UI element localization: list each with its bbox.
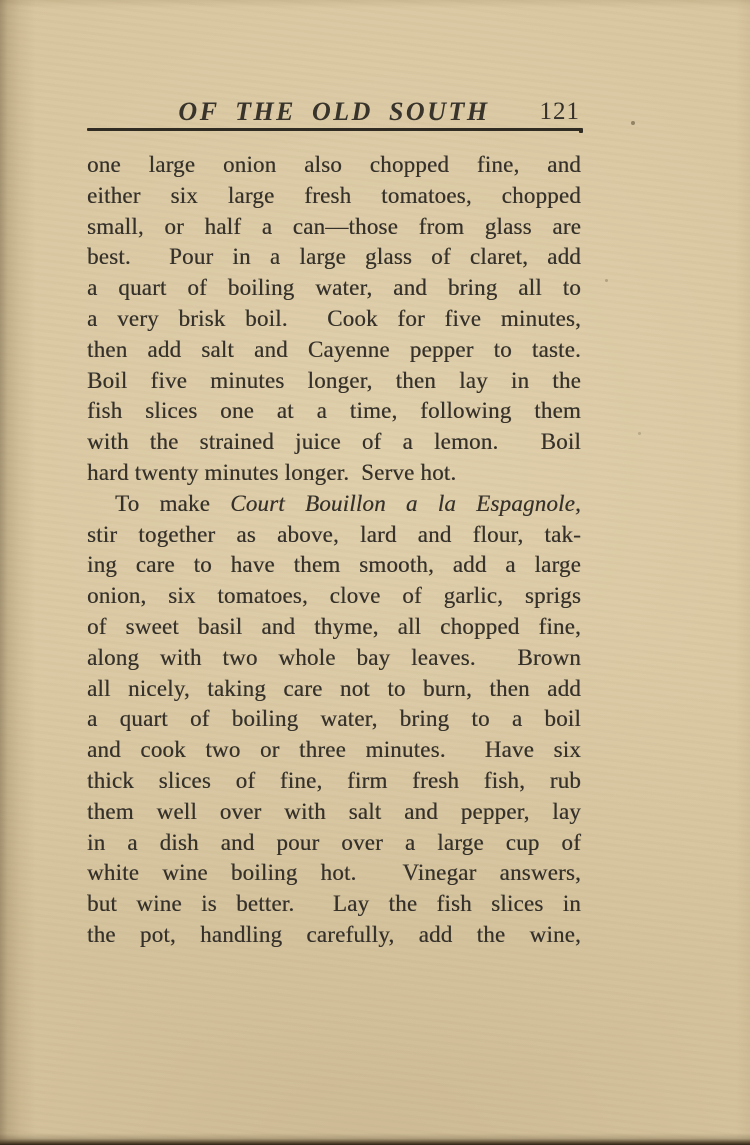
text-segment: a quart of boiling water, and bring all to <box>87 275 581 301</box>
page-header <box>87 96 581 128</box>
text-line <box>87 242 581 273</box>
text-segment: one large onion also chopped fine, and <box>87 152 581 177</box>
text-segment: of sweet basil and thyme, all chopped fine, <box>87 613 581 639</box>
text-line <box>87 858 581 889</box>
scan-speck <box>631 121 635 125</box>
text-segment: along with two whole bay leaves. Brown <box>87 644 581 670</box>
text-segment: stir together as above, lard and flour, tak- <box>87 521 581 547</box>
italic-phrase: Court Bouillon a la Espagnole, <box>230 490 581 516</box>
text-body <box>87 150 581 951</box>
text-line <box>87 550 581 581</box>
text-segment: and cook two or three minutes. Have six <box>87 737 581 763</box>
page-number: 121 <box>539 98 580 125</box>
text-line <box>87 520 581 551</box>
text-line <box>87 581 581 612</box>
text-line <box>87 643 581 674</box>
text-segment: a quart of boiling water, bring to a boil <box>87 706 581 732</box>
scan-edge-right <box>736 0 750 1145</box>
text-segment: To make <box>115 490 231 516</box>
header-rule <box>87 128 581 131</box>
text-line <box>87 828 581 859</box>
text-line <box>87 797 581 828</box>
text-line <box>87 704 581 735</box>
text-segment: thick slices of fine, firm fresh fish, rub <box>87 767 581 793</box>
text-segment: all nicely, taking care not to burn, then add <box>87 675 581 701</box>
text-line <box>87 674 581 705</box>
text-segment: best. Pour in a large glass of claret, add <box>87 244 581 270</box>
text-segment: with the strained juice of a lemon. Boil <box>87 429 581 455</box>
text-segment: either six large fresh tomatoes, chopped <box>87 182 581 208</box>
text-line <box>87 427 581 458</box>
scan-speck <box>605 279 608 282</box>
text-line <box>87 304 581 335</box>
text-segment: ing care to have them smooth, add a large <box>87 552 581 578</box>
scan-speck <box>638 432 641 435</box>
text-segment: in a dish and pour over a large cup of <box>87 829 581 855</box>
text-line <box>87 489 581 520</box>
text-segment: hard twenty minutes longer. Serve hot. <box>87 459 457 485</box>
scan-edge-top <box>0 0 750 8</box>
text-column <box>87 96 581 951</box>
text-line <box>87 212 581 243</box>
scan-edge-bottom <box>0 1133 750 1145</box>
text-line <box>87 889 581 920</box>
text-segment: but wine is better. Lay the fish slices in <box>87 891 581 917</box>
text-line <box>87 366 581 397</box>
text-segment: white wine boiling hot. Vinegar answers, <box>87 860 581 886</box>
text-line <box>87 735 581 766</box>
running-title: OF THE OLD SOUTH <box>178 97 490 126</box>
text-line <box>87 612 581 643</box>
text-segment: fish slices one at a time, following them <box>87 398 581 424</box>
text-segment: then add salt and Cayenne pepper to taste. <box>87 336 581 362</box>
text-segment: small, or half a can—those from glass are <box>87 213 581 239</box>
text-line <box>87 150 581 181</box>
text-line <box>87 273 581 304</box>
binding-shadow <box>0 0 36 1145</box>
text-line <box>87 181 581 212</box>
text-segment: onion, six tomatoes, clove of garlic, sprigs <box>87 583 581 609</box>
text-segment: them well over with salt and pepper, lay <box>87 798 581 824</box>
text-segment: the pot, handling carefully, add the wine, <box>87 921 581 947</box>
text-line <box>87 458 581 489</box>
text-line <box>87 335 581 366</box>
text-segment: a very brisk boil. Cook for five minutes, <box>87 305 581 331</box>
text-line <box>87 920 581 951</box>
text-line <box>87 766 581 797</box>
text-segment: Boil five minutes longer, then lay in the <box>87 367 581 393</box>
text-line <box>87 396 581 427</box>
